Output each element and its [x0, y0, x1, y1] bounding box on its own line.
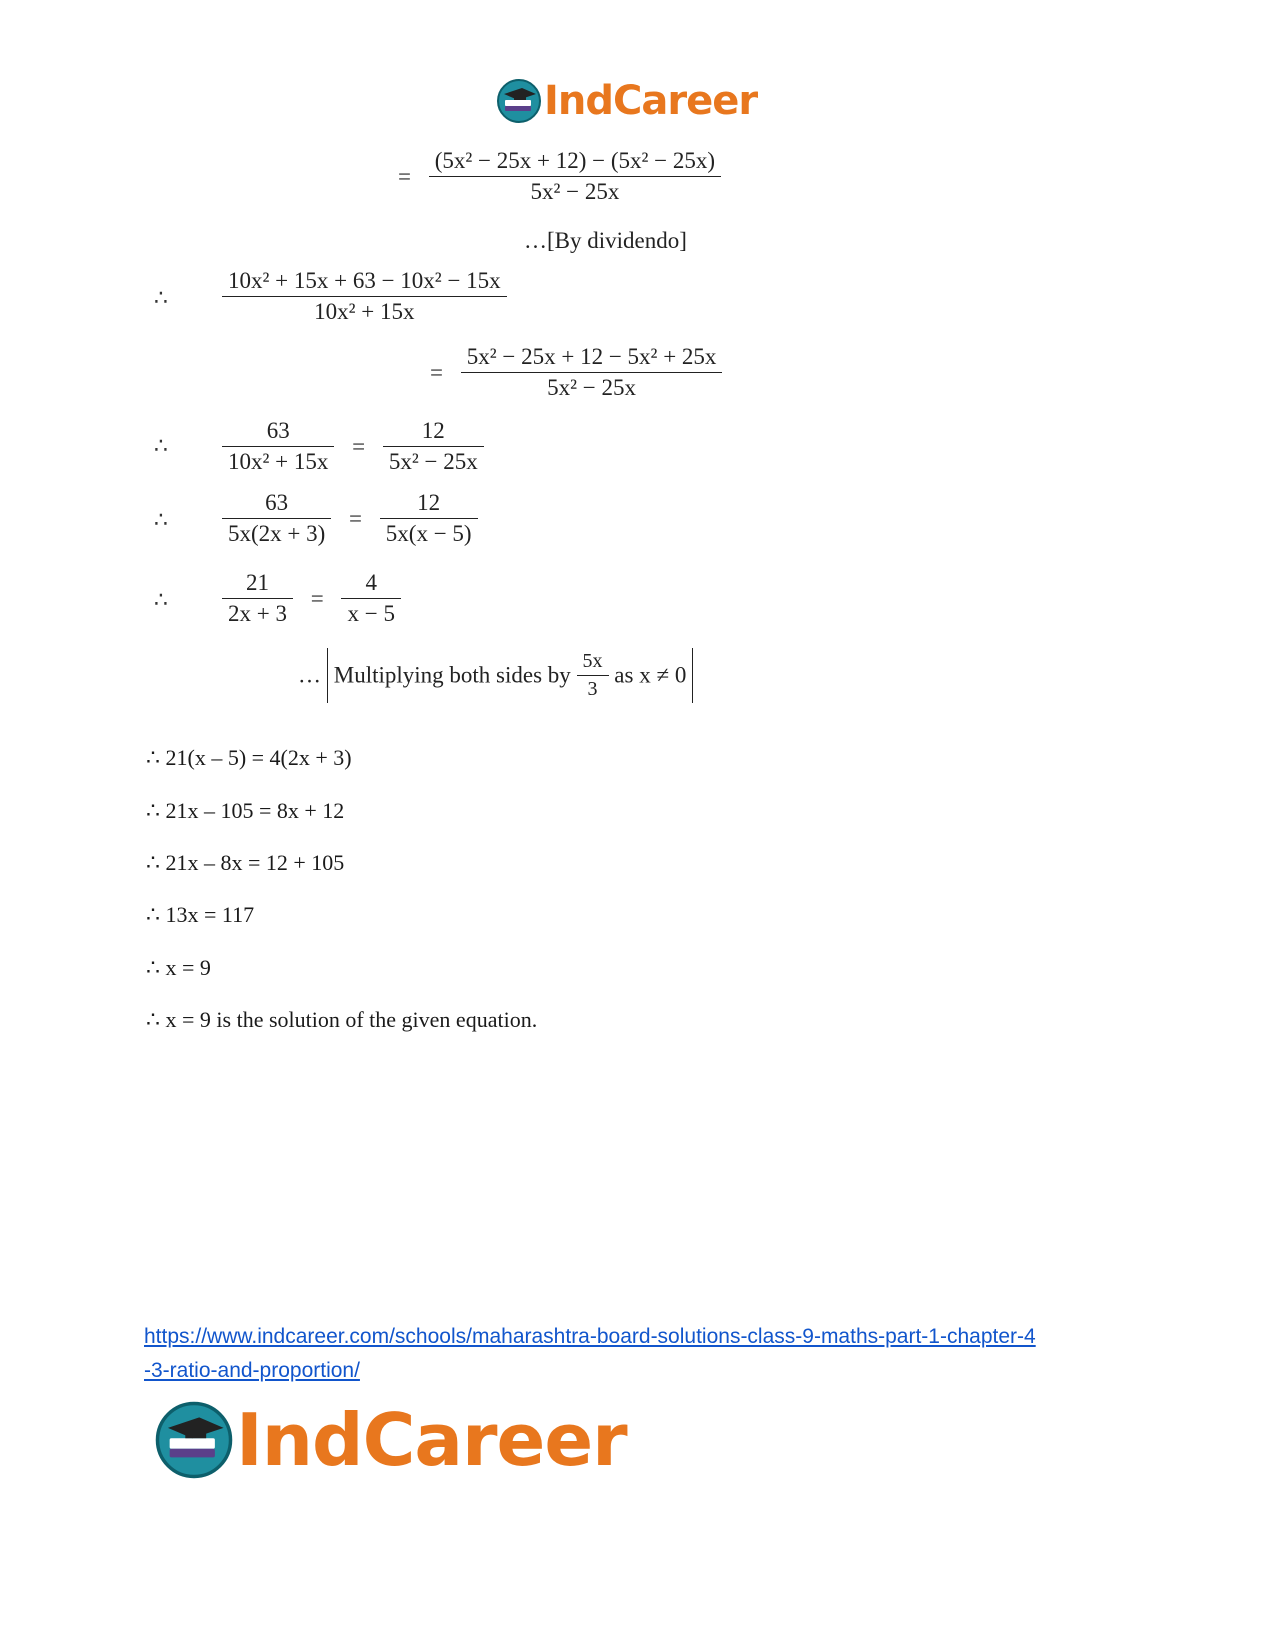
source-link-line-2[interactable]: -3-ratio-and-proportion/	[144, 1359, 360, 1382]
math-line-3	[430, 344, 722, 401]
step-line: ∴ x = 9 is the solution of the given equation.	[146, 1007, 538, 1032]
fraction	[429, 148, 721, 205]
numerator: 4	[341, 570, 400, 599]
equals-sign: =	[349, 505, 363, 531]
step-line: ∴ 21x – 8x = 12 + 105	[146, 850, 345, 875]
header-logo-text: IndCareer	[544, 78, 758, 124]
bracket-group	[327, 648, 694, 703]
numerator: 12	[380, 490, 478, 519]
dividendo-note: …[By dividendo]	[524, 228, 687, 253]
right-fraction	[380, 490, 478, 547]
right-fraction	[383, 418, 484, 475]
numerator: 10x² + 15x + 63 − 10x² − 15x	[222, 268, 507, 297]
math-line-6	[222, 570, 401, 627]
source-link-line-1[interactable]: https://www.indcareer.com/schools/maharashtra-board-solutions-class-9-maths-part-1-chapter-4	[144, 1325, 1036, 1348]
denominator: 3	[587, 678, 598, 700]
step-line: ∴ 13x = 117	[146, 902, 255, 927]
right-fraction	[341, 570, 400, 627]
denominator: 5x² − 25x	[388, 449, 478, 474]
step-line: ∴ 21(x – 5) = 4(2x + 3)	[146, 745, 352, 770]
left-fraction	[222, 418, 334, 475]
numerator: 63	[222, 490, 331, 519]
denominator: 10x² + 15x	[228, 449, 329, 474]
bracket-text: Multiplying both sides by	[333, 662, 571, 688]
therefore-symbol: ∴	[154, 434, 168, 459]
footer-logo-text: IndCareer	[236, 1398, 627, 1482]
left-fraction	[222, 570, 293, 627]
fraction	[222, 268, 507, 325]
math-line-4	[222, 418, 484, 475]
equals-sign: =	[310, 585, 324, 611]
numerator: (5x² − 25x + 12) − (5x² − 25x)	[429, 148, 721, 177]
step-line: ∴ 21x – 105 = 8x + 12	[146, 798, 345, 823]
denominator: 5x(x − 5)	[385, 521, 472, 546]
numerator: 5x	[577, 650, 609, 676]
source-link[interactable]	[144, 1320, 1144, 1388]
therefore-symbol: ∴	[154, 588, 168, 613]
fraction	[577, 650, 609, 701]
graduation-book-icon	[496, 78, 542, 124]
denominator: 10x² + 15x	[314, 299, 415, 324]
math-line-5	[222, 490, 478, 547]
footer-logo	[154, 1398, 627, 1482]
numerator: 63	[222, 418, 334, 447]
graduation-book-icon	[154, 1400, 234, 1480]
denominator: 2x + 3	[228, 601, 287, 626]
equals-sign: =	[398, 163, 411, 189]
therefore-symbol: ∴	[154, 508, 168, 533]
left-fraction	[222, 490, 331, 547]
numerator: 21	[222, 570, 293, 599]
math-line-2	[222, 268, 507, 325]
step-line: ∴ x = 9	[146, 955, 211, 980]
math-line-7	[298, 648, 693, 703]
ellipsis: …	[298, 662, 321, 688]
denominator: 5x(2x + 3)	[228, 521, 326, 546]
denominator: x − 5	[347, 601, 395, 626]
fraction	[461, 344, 723, 401]
math-line-1	[398, 148, 721, 205]
denominator: 5x² − 25x	[547, 375, 637, 400]
bracket-tail: as x ≠ 0	[614, 662, 687, 688]
therefore-symbol: ∴	[154, 286, 168, 311]
numerator: 12	[383, 418, 484, 447]
denominator: 5x² − 25x	[530, 179, 620, 204]
header-logo	[496, 76, 757, 126]
equals-sign: =	[430, 359, 443, 385]
numerator: 5x² − 25x + 12 − 5x² + 25x	[461, 344, 723, 373]
equals-sign: =	[352, 433, 366, 459]
